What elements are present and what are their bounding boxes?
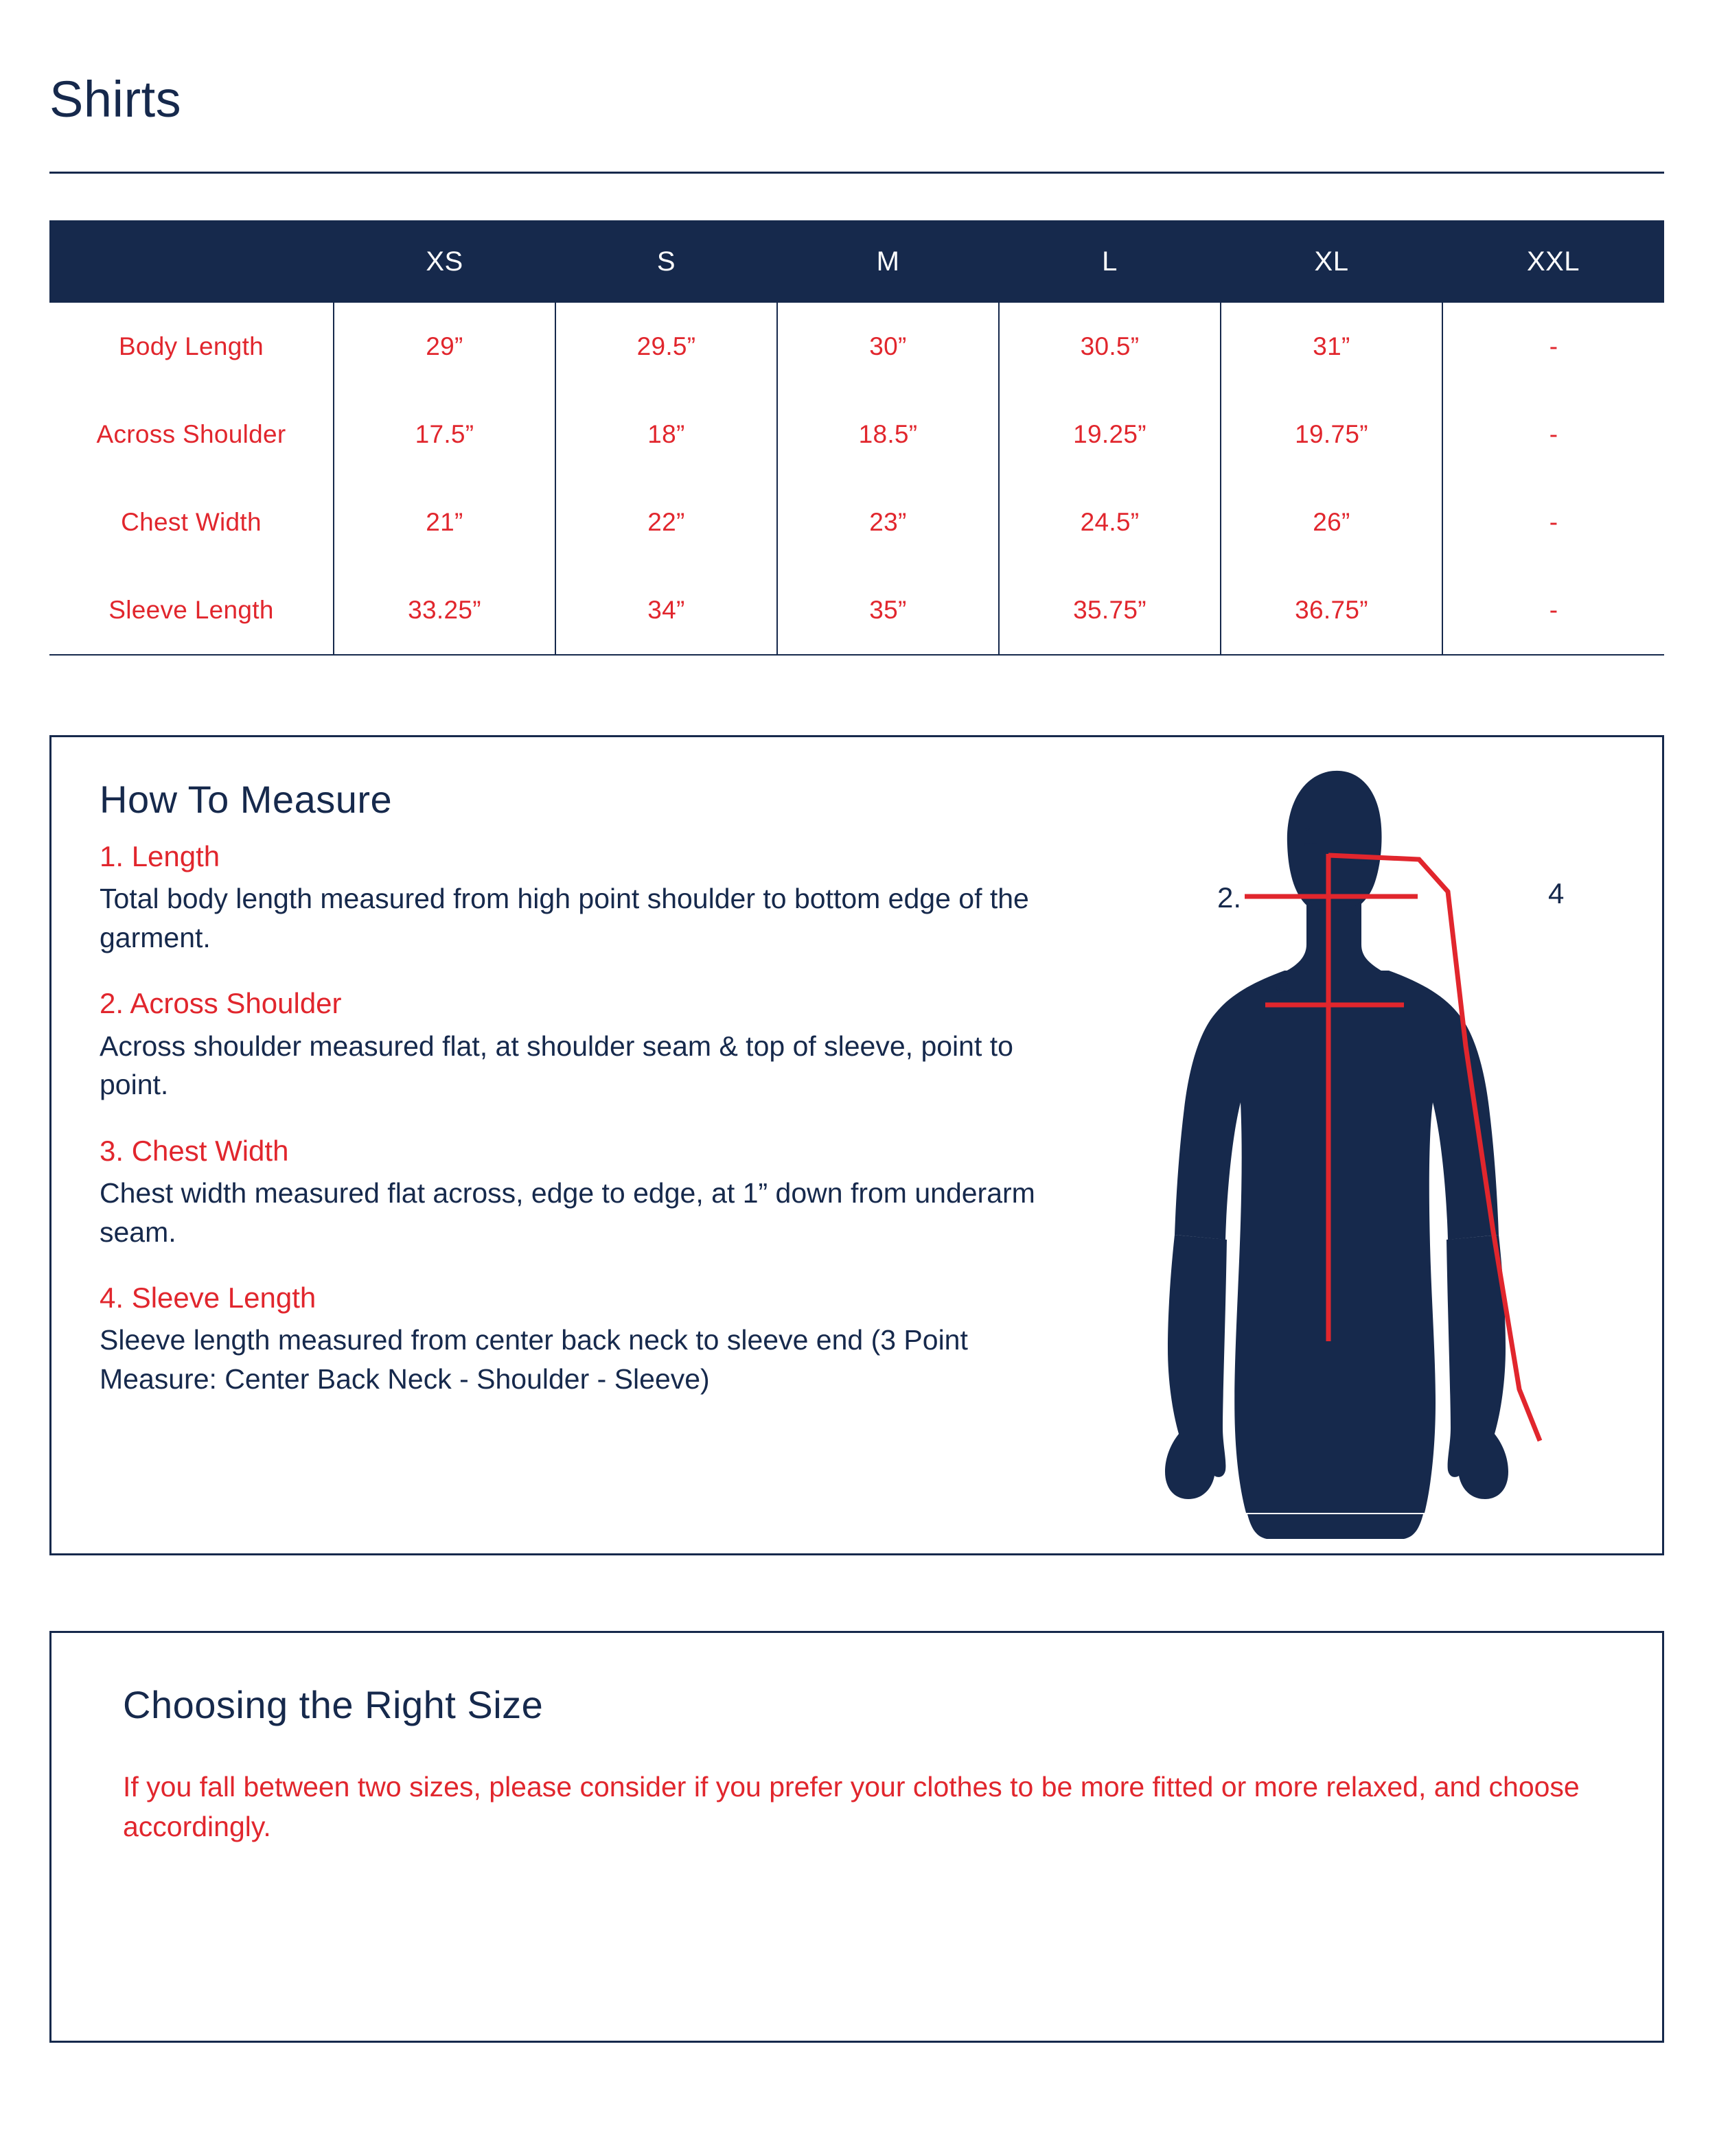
cell-across-shoulder-l: 19.25” [999,391,1221,478]
row-label-sleeve-length: Sleeve Length [49,566,334,655]
diagram-label-1: 1 [1302,820,1319,852]
cell-sleeve-length-xxl: - [1442,566,1664,655]
cell-body-length-xxl: - [1442,303,1664,391]
cell-chest-width-xxl: - [1442,478,1664,566]
measure-item-title: 3. Chest Width [100,1134,289,1167]
measure-item-title: 1. Length [100,840,220,872]
table-corner-cell [49,220,334,303]
size-chart-table [49,220,1664,656]
how-to-measure-list [100,839,1116,1399]
measure-item-body: Sleeve length measured from center back neck to sleeve end (3 Point Measure: Center Back Neck - Shoulder - Sleeve) [100,1324,968,1395]
diagram-label-2: 2. [1217,881,1242,914]
column-header-m: M [777,220,999,303]
diagram-label-3: 3 [1275,966,1291,999]
column-header-xl: XL [1221,220,1442,303]
row-label-across-shoulder: Across Shoulder [49,391,334,478]
table-row [49,566,1664,655]
how-to-measure-panel [49,735,1664,1555]
cell-body-length-s: 29.5” [555,303,777,391]
measure-item-body: Chest width measured flat across, edge to edge, at 1” down from underarm seam. [100,1177,1035,1248]
row-label-body-length: Body Length [49,303,334,391]
diagram-label-4: 4 [1548,877,1565,909]
cell-across-shoulder-xs: 17.5” [334,391,555,478]
page-title: Shirts [49,71,182,128]
how-to-measure-heading: How To Measure [100,778,393,821]
row-label-chest-width: Chest Width [49,478,334,566]
cell-sleeve-length-xs: 33.25” [334,566,555,655]
choosing-size-body: If you fall between two sizes, please consider if you prefer your clothes to be more fitted or more relaxed, and choose accordingly. [123,1771,1580,1843]
measure-item-title: 2. Across Shoulder [100,987,342,1020]
cell-chest-width-s: 22” [555,478,777,566]
column-header-xxl: XXL [1442,220,1664,303]
measure-item-body: Total body length measured from high point shoulder to bottom edge of the garment. [100,883,1029,953]
table-row [49,391,1664,478]
cell-sleeve-length-xl: 36.75” [1221,566,1442,655]
choosing-size-heading: Choosing the Right Size [123,1683,544,1726]
measure-item-across-shoulder [100,986,1116,1104]
measure-item-sleeve-length [100,1280,1116,1398]
cell-chest-width-xs: 21” [334,478,555,566]
measure-item-chest-width [100,1133,1116,1251]
measure-item-title: 4. Sleeve Length [100,1282,316,1314]
cell-across-shoulder-m: 18.5” [777,391,999,478]
measurement-diagram [1122,751,1644,1540]
cell-chest-width-xl: 26” [1221,478,1442,566]
table-row [49,478,1664,566]
cell-body-length-xs: 29” [334,303,555,391]
cell-across-shoulder-xl: 19.75” [1221,391,1442,478]
cell-body-length-l: 30.5” [999,303,1221,391]
cell-chest-width-l: 24.5” [999,478,1221,566]
measure-item-body: Across shoulder measured flat, at shoulder seam & top of sleeve, point to point. [100,1030,1013,1101]
cell-body-length-xl: 31” [1221,303,1442,391]
cell-sleeve-length-m: 35” [777,566,999,655]
table-row [49,303,1664,391]
measure-item-length [100,839,1116,957]
cell-chest-width-m: 23” [777,478,999,566]
column-header-xs: XS [334,220,555,303]
cell-sleeve-length-s: 34” [555,566,777,655]
mannequin-silhouette-icon [1165,771,1508,1539]
title-divider [49,172,1664,174]
cell-across-shoulder-xxl: - [1442,391,1664,478]
cell-sleeve-length-l: 35.75” [999,566,1221,655]
choosing-size-panel [49,1631,1664,2043]
cell-body-length-m: 30” [777,303,999,391]
column-header-l: L [999,220,1221,303]
cell-across-shoulder-s: 18” [555,391,777,478]
column-header-s: S [555,220,777,303]
table-header-row [49,220,1664,303]
